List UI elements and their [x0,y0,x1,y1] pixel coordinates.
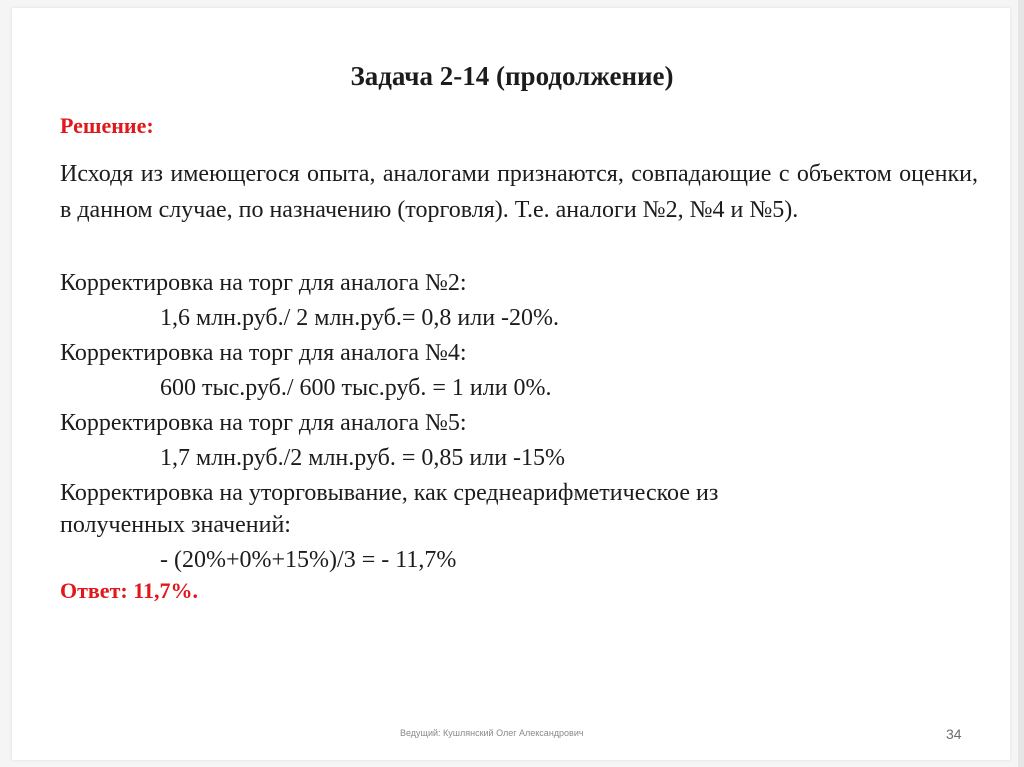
right-edge [1018,0,1024,767]
correction-calc-analog-4: 600 тыс.руб./ 600 тыс.руб. = 1 или 0%. [160,375,552,401]
correction-heading-analog-2: Корректировка на торг для аналога №2: [60,270,467,296]
correction-heading-analog-5: Корректировка на торг для аналога №5: [60,410,467,436]
page-number: 34 [946,726,962,742]
correction-calc-analog-2: 1,6 млн.руб./ 2 млн.руб.= 0,8 или -20%. [160,305,560,331]
bargaining-calc: - (20%+0%+15%)/3 = - 11,7% [160,547,457,573]
bargaining-heading-cont: полученных значений: [60,512,291,538]
slide-title: Задача 2-14 (продолжение) [350,61,674,91]
correction-heading-analog-4: Корректировка на торг для аналога №4: [60,340,467,366]
answer-text: Ответ: 11,7%. [60,578,198,603]
correction-calc-analog-5: 1,7 млн.руб./2 млн.руб. = 0,85 или -15% [160,445,566,471]
footer-presenter: Ведущий: Кушлянский Олег Александрович [400,728,584,738]
bargaining-heading: Корректировка на уторговывание, как среднеарифметическое из [60,480,719,506]
solution-label: Решение: [60,113,154,138]
intro-paragraph: Исходя из имеющегося опыта, аналогами признаются, совпадающие с объектом оценки, в данном случае, по назначению (торговля). Т.е. аналоги №2, №4 и №5). [60,161,978,223]
